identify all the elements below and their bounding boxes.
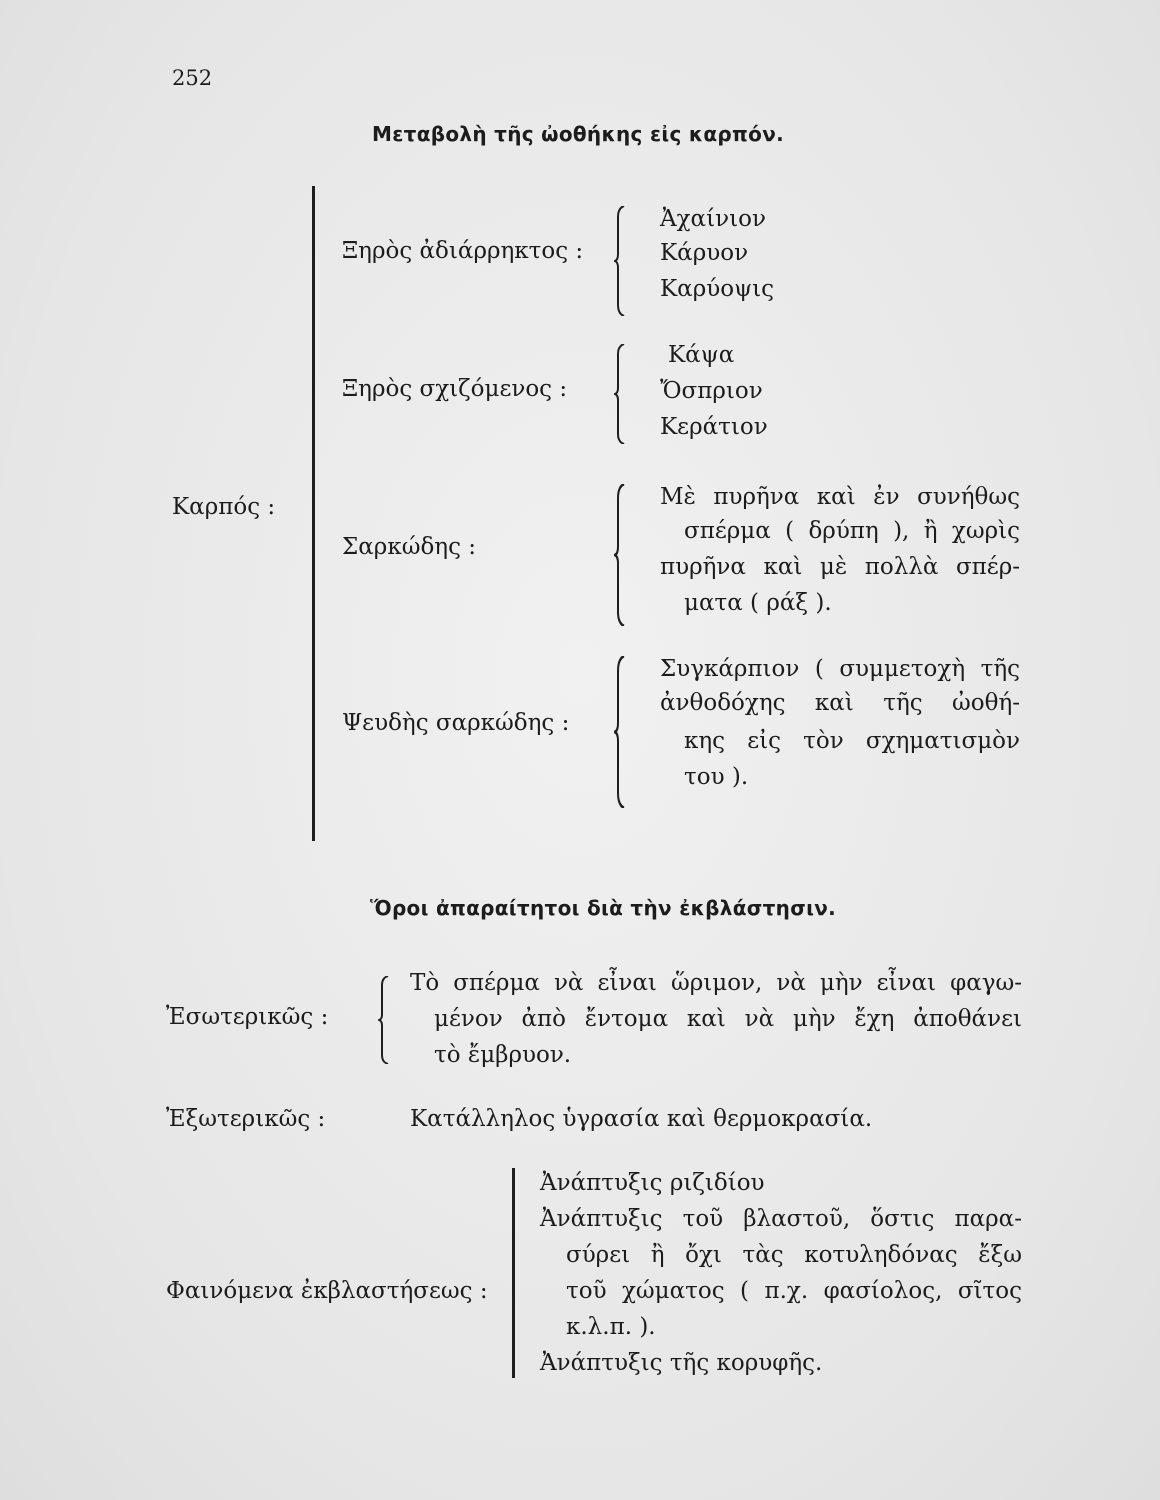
description-line: πυρῆνα καὶ μὲ πολλὰ σπέρ- <box>660 554 1020 580</box>
fruit-type-item: Ὄσπριον <box>660 378 763 404</box>
brace-group-2 <box>614 344 628 444</box>
section-title-fruit: Μεταβολὴ τῆς ὠοθήκης εἰς καρπόν. <box>372 122 785 146</box>
fruit-type-item: Ἀχαίνιον <box>660 206 766 232</box>
group-label-dry-dehiscent: Ξηρὸς σχιζόμενος : <box>342 376 568 402</box>
page-number: 252 <box>172 66 213 90</box>
label-external: Ἐξωτερικῶς : <box>166 1106 326 1132</box>
condition-line: τὸ ἔμβρυον. <box>434 1042 572 1068</box>
section-title-germination: Ὅροι ἀπαραίτητοι διὰ τὴν ἐκβλάστησιν. <box>370 896 837 920</box>
condition-line: Τὸ σπέρμα νὰ εἶναι ὥριμον, νὰ μὴν εἶναι φαγω- <box>410 970 1022 996</box>
condition-line: μένον ἀπὸ ἔντομα καὶ νὰ μὴν ἔχη ἀποθάνει <box>434 1006 1022 1032</box>
phenomenon-line: Ἀνάπτυξις τῆς κορυφῆς. <box>540 1350 823 1376</box>
fruit-type-item: Καρύοψις <box>660 276 775 302</box>
fruit-type-item: Κάρυον <box>660 240 749 266</box>
group-label-fleshy: Σαρκώδης : <box>342 534 477 560</box>
phenomenon-line: σύρει ἢ ὄχι τὰς κοτυληδόνας ἔξω <box>566 1242 1022 1268</box>
root-label-fruit: Καρπός : <box>172 494 276 520</box>
fruit-type-item: Κάψα <box>668 342 735 368</box>
brace-group-3 <box>614 484 628 626</box>
description-line: ματα ( ράξ ). <box>684 590 832 616</box>
brace-group-1 <box>614 206 628 316</box>
fruit-type-item: Κεράτιον <box>660 414 768 440</box>
brace-group-4 <box>614 656 628 808</box>
condition-external-text: Κατάλληλος ὑγρασία καὶ θερμοκρασία. <box>410 1106 873 1132</box>
phenomena-brace-line <box>512 1168 515 1378</box>
description-line: κης εἰς τὸν σχηματισμὸν <box>684 728 1020 754</box>
phenomenon-line: Ἀνάπτυξις τοῦ βλαστοῦ, ὅστις παρα- <box>540 1206 1022 1232</box>
description-line: σπέρμα ( δρύπη ), ἢ χωρὶς <box>684 518 1020 544</box>
label-phenomena: Φαινόμενα ἐκβλαστήσεως : <box>166 1278 488 1304</box>
root-brace-line <box>312 186 315 841</box>
description-line: του ). <box>684 764 749 790</box>
group-label-dry-indehiscent: Ξηρὸς ἀδιάρρηκτος : <box>342 238 584 264</box>
phenomenon-line: κ.λ.π. ). <box>566 1314 656 1340</box>
phenomenon-line: τοῦ χώματος ( π.χ. φασίολος, σῖτος <box>566 1278 1022 1304</box>
description-line: ἀνθοδόχης καὶ τῆς ὠοθή- <box>660 690 1020 716</box>
phenomenon-line: Ἀνάπτυξις ριζιδίου <box>540 1170 765 1196</box>
description-line: Μὲ πυρῆνα καὶ ἐν συνήθως <box>660 484 1020 510</box>
description-line: Συγκάρπιον ( συμμετοχὴ τῆς <box>660 656 1020 682</box>
group-label-false-fleshy: Ψευδὴς σαρκώδης : <box>342 710 570 736</box>
label-internal: Ἐσωτερικῶς : <box>166 1004 329 1030</box>
brace-internal <box>378 976 392 1064</box>
